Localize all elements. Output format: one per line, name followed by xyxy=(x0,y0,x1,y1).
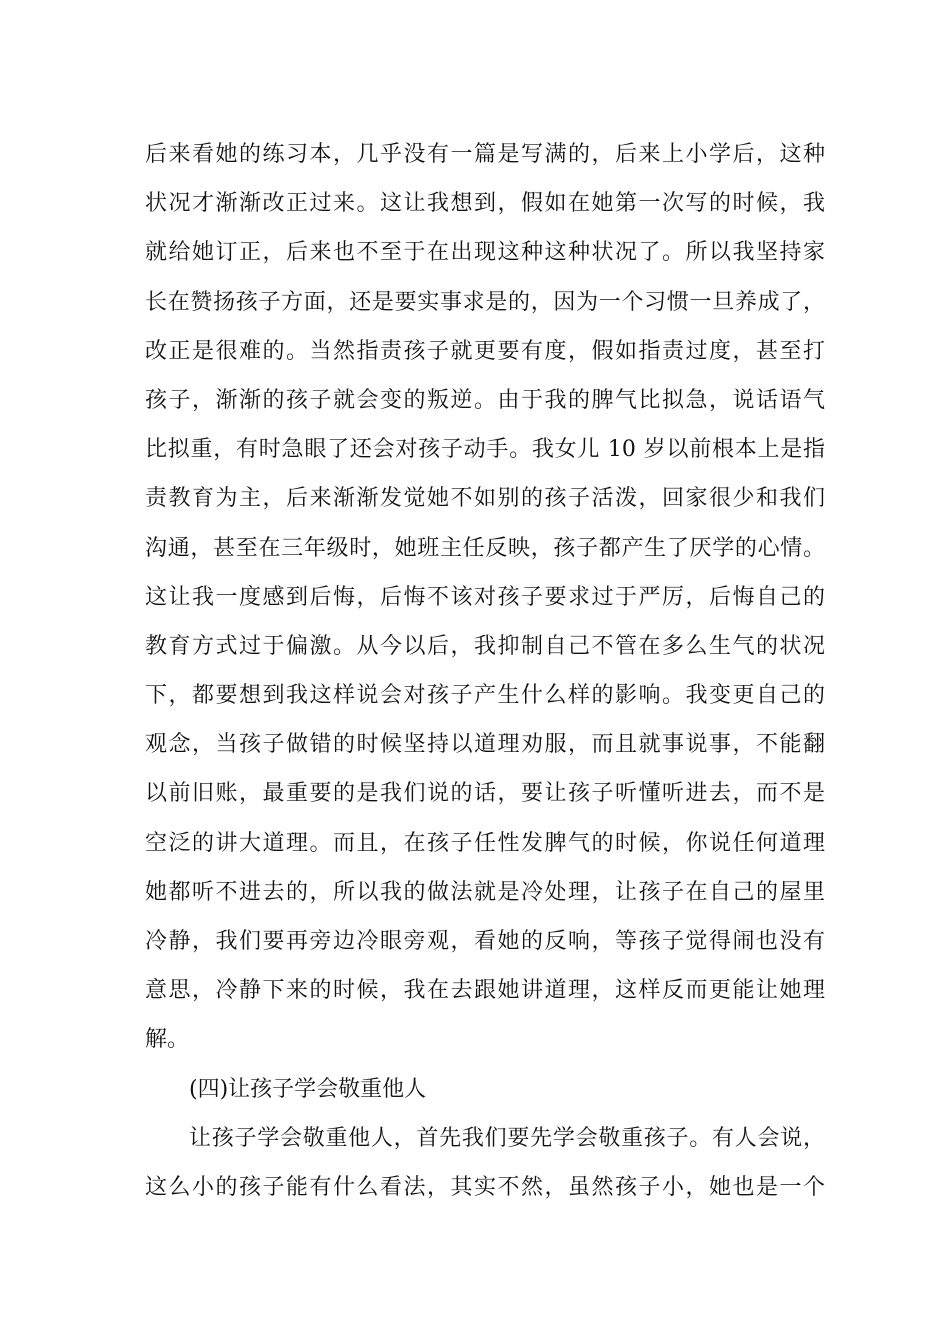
paragraph-line: 责教育为主，后来渐渐发觉她不如别的孩子活泼，回家很少和我们 xyxy=(145,486,825,512)
paragraph-line: 长在赞扬孩子方面，还是要实事求是的，因为一个习惯一旦养成了， xyxy=(145,289,825,315)
paragraph-line: 这让我一度感到后悔，后悔不该对孩子要求过于严厉，后悔自己的 xyxy=(145,584,825,610)
paragraph-line: 就给她订正，后来也不至于在出现这种这种状况了。所以我坚持家 xyxy=(145,240,825,266)
paragraph-line: 改正是很难的。当然指责孩子就更要有度，假如指责过度，甚至打 xyxy=(145,338,825,364)
paragraph-line: 后来看她的练习本，几乎没有一篇是写满的，后来上小学后，这种 xyxy=(145,142,825,167)
paragraph-line: 解。 xyxy=(145,1027,190,1053)
paragraph-line: 让孩子学会敬重他人，首先我们要先学会敬重孩子。有人会说， xyxy=(189,1125,825,1151)
paragraph-line: 状况才渐渐改正过来。这让我想到，假如在她第一次写的时候，我 xyxy=(145,191,825,217)
paragraph-line: 这么小的孩子能有什么看法，其实不然，虽然孩子小，她也是一个 xyxy=(145,1174,825,1200)
paragraph-line: 下，都要想到我这样说会对孩子产生什么样的影响。我变更自己的 xyxy=(145,683,825,709)
paragraph-line: 意思，冷静下来的时候，我在去跟她讲道理，这样反而更能让她理 xyxy=(145,978,825,1004)
document-body xyxy=(145,130,825,1212)
paragraph-line: 教育方式过于偏激。从今以后，我抑制自己不管在多么生气的状况 xyxy=(145,633,825,659)
paragraph-line: 她都听不进去的，所以我的做法就是冷处理，让孩子在自己的屋里 xyxy=(145,879,825,905)
paragraph-line: 沟通，甚至在三年级时，她班主任反映，孩子都产生了厌学的心情。 xyxy=(145,535,825,561)
paragraph-line: 冷静，我们要再旁边冷眼旁观，看她的反响，等孩子觉得闹也没有 xyxy=(145,929,825,954)
paragraph-line: 孩子，渐渐的孩子就会变的叛逆。由于我的脾气比拟急，说话语气 xyxy=(145,387,825,413)
paragraph-line: 空泛的讲大道理。而且，在孩子任性发脾气的时候，你说任何道理 xyxy=(145,830,825,856)
paragraph-line: 观念，当孩子做错的时候坚持以道理劝服，而且就事说事，不能翻 xyxy=(145,732,825,758)
paragraph-line: 以前旧账，最重要的是我们说的话，要让孩子听懂听进去，而不是 xyxy=(145,781,825,807)
section-heading: (四)让孩子学会敬重他人 xyxy=(189,1076,427,1102)
paragraph-line: 比拟重，有时急眼了还会对孩子动手。我女儿 10 岁以前根本上是指 xyxy=(145,437,825,463)
